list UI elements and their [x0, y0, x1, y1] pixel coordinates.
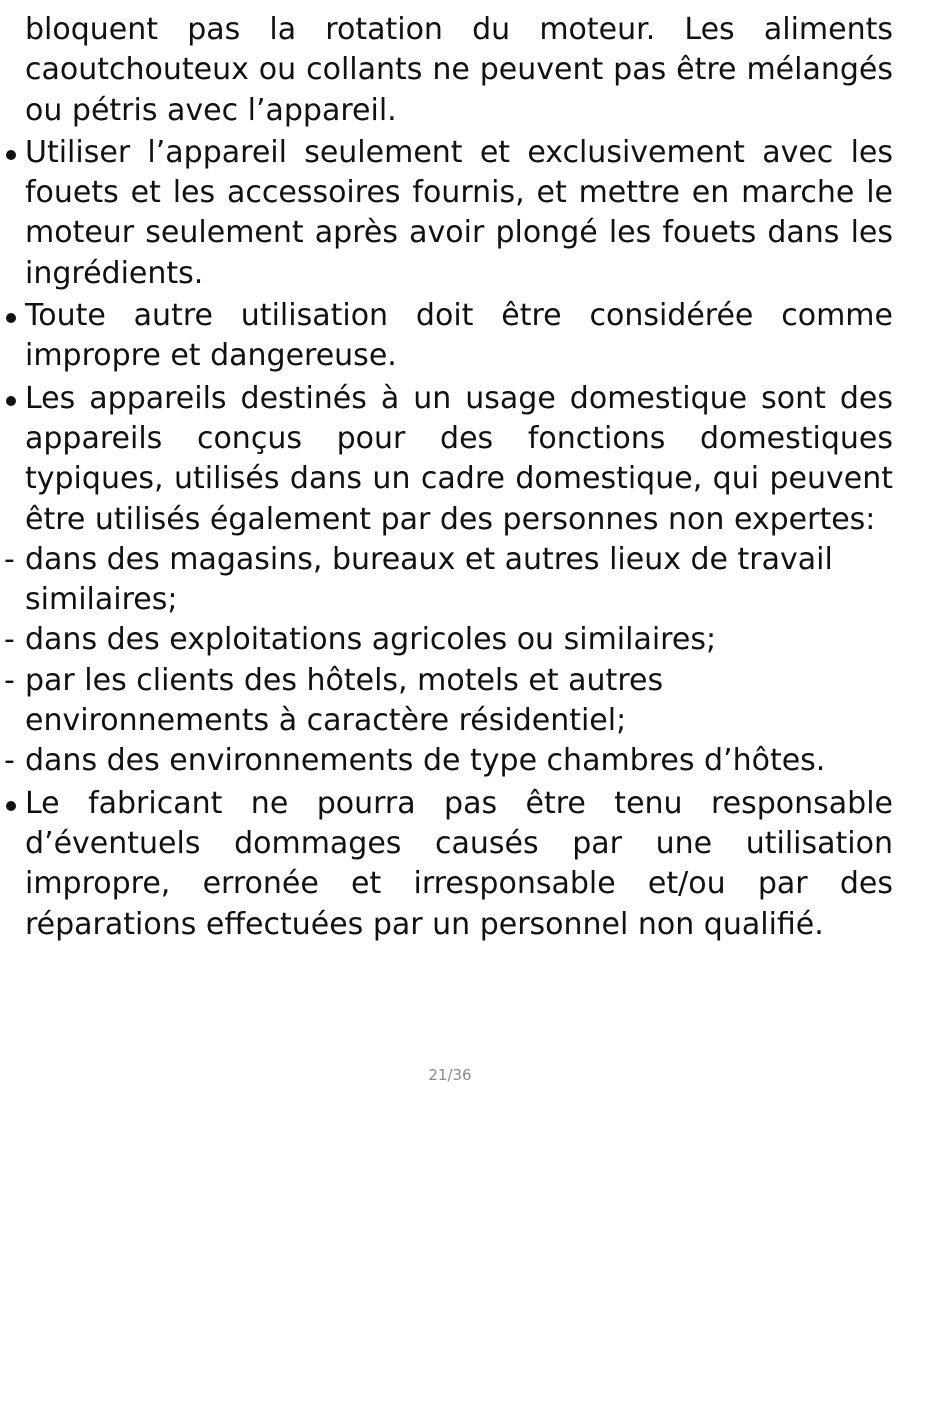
bullet-item-liability — [25, 784, 893, 945]
dash-marker: - — [4, 662, 15, 698]
bullet-icon — [6, 313, 16, 323]
dash-text: dans des exploitations agricoles ou similaires; — [25, 622, 717, 658]
bullet-icon — [6, 801, 16, 811]
dash-item-farms — [4, 620, 893, 660]
document-body — [4, 10, 893, 945]
dash-marker: - — [4, 622, 15, 658]
dash-item-hotels — [4, 661, 893, 742]
bullet-icon — [6, 150, 16, 160]
dash-item-shops — [4, 540, 893, 621]
bullet-text: Utiliser l’appareil seulement et exclusivement avec les fouets et les accessoires fournis, et mettre en marche le moteur seulement après avoir plongé les fouets dans les ingrédients. — [25, 134, 893, 291]
bullet-icon — [6, 396, 16, 406]
dash-text: par les clients des hôtels, motels et autres environnements à caractère résidentiel; — [25, 662, 664, 739]
dash-item-guest-rooms — [4, 741, 893, 781]
dash-text: dans des environnements de type chambres d’hôtes. — [25, 743, 826, 779]
bullet-item-domestic-use — [25, 379, 893, 540]
bullet-text: Le fabricant ne pourra pas être tenu responsable d’éventuels dommages causés par une utilisation impropre, erronée et irresponsable et/ou par des réparations effectuées par un personnel non qualifié. — [25, 785, 893, 942]
dash-marker: - — [4, 541, 15, 577]
bullet-item-improper-use — [25, 296, 893, 377]
bullet-text: Les appareils destinés à un usage domestique sont des appareils conçus pour des fonctions domestiques typiques, utilisés dans un cadre domestique, qui peuvent être utilisés également par des personnes non expertes: — [25, 380, 893, 537]
dash-text: dans des magasins, bureaux et autres lieux de travail similaires; — [25, 541, 833, 618]
page-number: 21/36 — [428, 1066, 472, 1084]
bullet-item-accessories — [25, 133, 893, 294]
bullet-text: Toute autre utilisation doit être considérée comme impropre et dangereuse. — [25, 298, 893, 374]
continued-paragraph: bloquent pas la rotation du moteur. Les aliments caoutchouteux ou collants ne peuvent pas être mélangés ou pétris avec l’appareil. — [25, 12, 893, 128]
dash-marker: - — [4, 743, 15, 779]
